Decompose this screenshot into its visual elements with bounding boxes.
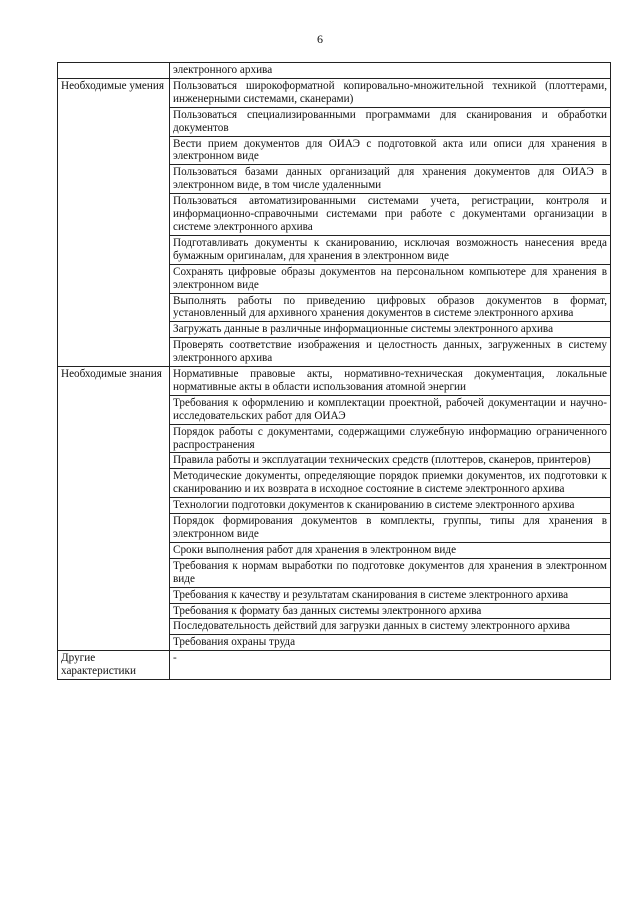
section-knowledge-item: Требования к оформлению и комплектации проектной, рабочей документации и научно-исследовательских работ для ОИАЭ <box>170 395 611 424</box>
section-skills-item: Пользоваться специализированными программами для сканирования и обработки документов <box>170 107 611 136</box>
characteristics-table <box>57 62 611 680</box>
section-knowledge-item: Требования к качеству и результатам сканирования в системе электронного архива <box>170 587 611 603</box>
section-skills-item: Пользоваться базами данных организаций для хранения документов для ОИАЭ в электронном виде, в том числе удаленными <box>170 165 611 194</box>
section-knowledge-item: Последовательность действий для загрузки данных в систему электронного архива <box>170 619 611 635</box>
section-knowledge-item: Требования к нормам выработки по подготовке документов для хранения в электронном виде <box>170 558 611 587</box>
section-knowledge-item: Требования охраны труда <box>170 635 611 651</box>
section-skills-item: Загружать данные в различные информационные системы электронного архива <box>170 322 611 338</box>
section-skills-item: Пользоваться автоматизированными системами учета, регистрации, контроля и информационно-справочными системами при работе с документами организации в системе электронного архива <box>170 194 611 236</box>
continuation-text: электронного архива <box>170 63 611 79</box>
section-other-label: Другие характеристики <box>58 651 170 680</box>
section-knowledge-item: Требования к формату баз данных системы электронного архива <box>170 603 611 619</box>
section-skills-item: Пользоваться широкоформатной копировально-множительной техникой (плоттерами, инженерными системами, сканерами) <box>170 78 611 107</box>
section-knowledge-label: Необходимые знания <box>58 367 170 651</box>
table-row <box>58 367 611 396</box>
section-knowledge-item: Нормативные правовые акты, нормативно-техническая документация, локальные нормативные акты в области использования атомной энергии <box>170 367 611 396</box>
continuation-row <box>58 63 611 79</box>
section-other-item: - <box>170 651 611 680</box>
section-skills-item: Вести прием документов для ОИАЭ с подготовкой акта или описи для хранения в электронном виде <box>170 136 611 165</box>
section-skills-item: Выполнять работы по приведению цифровых образов документов в формат, установленный для архивного хранения документов в системе электронного архива <box>170 293 611 322</box>
section-knowledge-item: Сроки выполнения работ для хранения в электронном виде <box>170 542 611 558</box>
section-skills-item: Сохранять цифровые образы документов на персональном компьютере для хранения в электронном виде <box>170 264 611 293</box>
section-knowledge-item: Правила работы и эксплуатации технических средств (плоттеров, сканеров, принтеров) <box>170 453 611 469</box>
section-skills-item: Проверять соответствие изображения и целостность данных, загруженных в систему электронного архива <box>170 338 611 367</box>
characteristics-table-body <box>58 63 611 680</box>
section-knowledge-item: Методические документы, определяющие порядок приемки документов, их подготовки к сканированию и их возврата в исходное состояние в системе электронного архива <box>170 469 611 498</box>
table-row <box>58 78 611 107</box>
page-number: 6 <box>317 32 323 46</box>
empty-label-cell <box>58 63 170 79</box>
section-knowledge-item: Порядок формирования документов в комплекты, группы, типы для хранения в электронном виде <box>170 514 611 543</box>
section-skills-label: Необходимые умения <box>58 78 170 366</box>
table-row <box>58 651 611 680</box>
section-skills-item: Подготавливать документы к сканированию, исключая возможность нанесения вреда бумажным оригиналам, для хранения в электронном виде <box>170 235 611 264</box>
section-knowledge-item: Технологии подготовки документов к сканированию в системе электронного архива <box>170 498 611 514</box>
section-knowledge-item: Порядок работы с документами, содержащими служебную информацию ограниченного распространения <box>170 424 611 453</box>
